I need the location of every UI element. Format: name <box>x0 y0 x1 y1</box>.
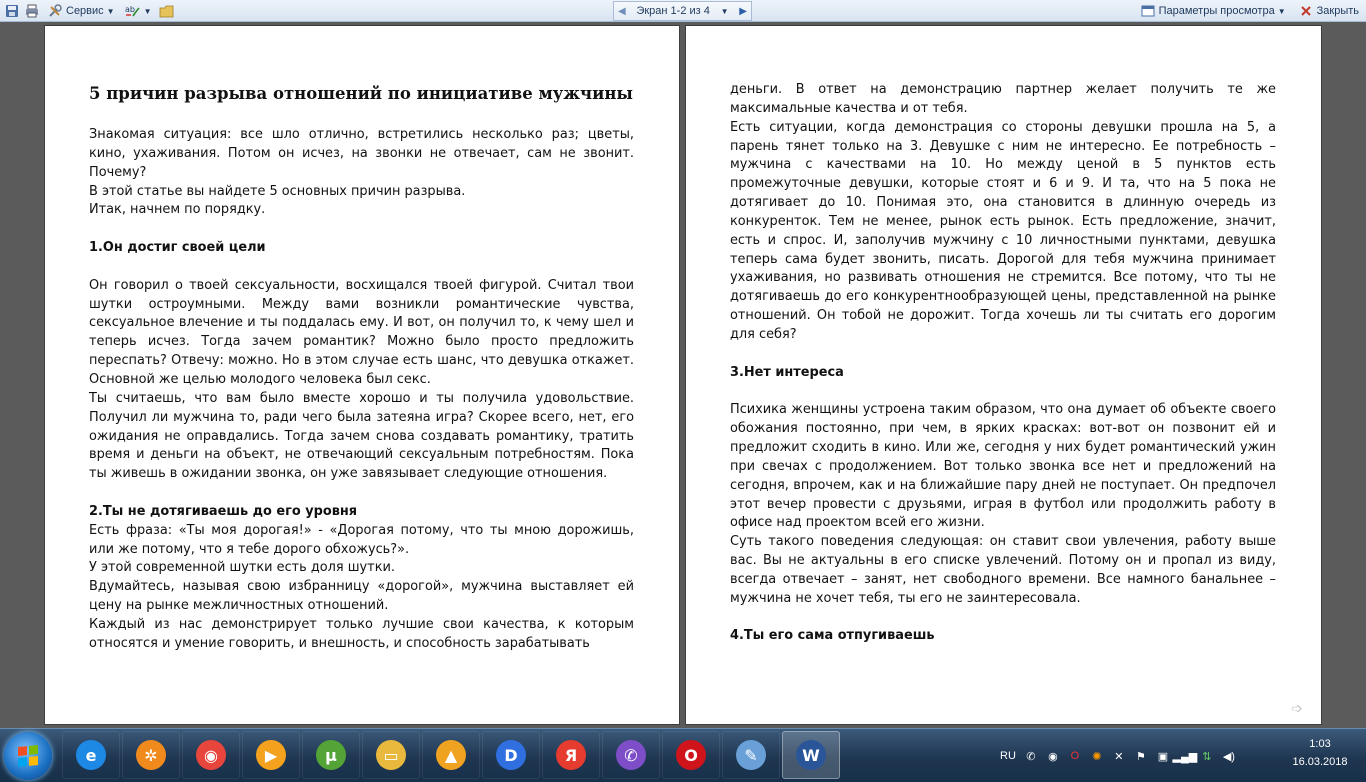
service-menu-button[interactable] <box>44 2 118 20</box>
screen-navigator <box>613 1 752 21</box>
spelling-icon <box>125 3 141 19</box>
section-heading: 3.Нет интереса <box>730 364 844 380</box>
paragraph: У этой современной шутки есть доля шутки. <box>89 560 395 576</box>
volume-icon[interactable]: ◀) <box>1222 750 1235 763</box>
section-heading: 2.Ты не дотягиваешь до его уровня <box>89 503 358 519</box>
taskbar <box>0 728 1366 782</box>
clock-date: 16.03.2018 <box>1292 756 1348 768</box>
taskbar-app-ie[interactable] <box>62 731 120 779</box>
taskbar-app-word[interactable] <box>782 731 840 779</box>
device-icon[interactable]: ▣ <box>1157 750 1169 763</box>
paragraph: Он говорил о твоей сексуальности, восхищался твоей фигурой. Считал твои шутки остроумными. Между вами возникли романтические чувства, сексуальное влечение и ты поддалась ему. И вот, он получил то, к чему шел и теперь исчез. Тогда зачем романтик? Можно было просто предложить переспать? Отвечу: можно. Но в этом случае есть шанс, что девушка откажет. Основной же целью молодого человека был секс. <box>89 277 634 387</box>
paragraph: Ты считаешь, что вам было вместе хорошо и ты получила удовольствие. Получил ли мужчина то, ради чего была затеяна игра? Скорее всего, нет, его ожидания не оправдались. Тогда зачем снова создавать романтику, тратить время и деньги на объект, не отвечающий сексуальным потребностям. Пока ты живешь в ожидании звонка, он уже завязывает следующие отношения. <box>89 390 634 482</box>
document-title: 5 причин разрыва отношений по инициативе мужчины <box>89 84 633 103</box>
avast-tray-icon[interactable]: ✺ <box>1092 750 1102 763</box>
viber-tray-icon[interactable]: ✆ <box>1026 750 1036 763</box>
speaker-muted-icon[interactable]: ✕ <box>1114 750 1124 763</box>
network-icon[interactable]: ⇅ <box>1202 750 1212 763</box>
page-right-content <box>730 81 1276 646</box>
clock-time: 1:03 <box>1309 738 1331 750</box>
paragraph: деньги. В ответ на демонстрацию партнер желает получить те же максимальные качества и от тебя. <box>730 82 1276 116</box>
blank-line <box>730 609 1276 628</box>
clock[interactable] <box>1280 735 1360 771</box>
explorer-icon: ▭ <box>376 740 406 770</box>
paragraph: В этой статье вы найдете 5 основных причин разрыва. <box>89 183 466 199</box>
next-page-arrow-icon[interactable]: ➩ <box>1291 701 1303 717</box>
taskbar-app-opera[interactable] <box>662 731 720 779</box>
taskbar-app-explorer[interactable] <box>362 731 420 779</box>
paragraph: Итак, начнем по порядку. <box>89 202 266 218</box>
paragraph: Есть ситуации, когда демонстрация со стороны девушки прошла на 5, а парень тянет только на 3. Девушке с ним не интересно. Ее потребность – мужчина с качествами на 10. Но между ценой в 5 пунктов есть промежуточные девушки, которые стоят и 6 и 9. И та, что на 5 пока не дотягивает до 10. Понимая это, она становится в длинную очередь из конкуренток. Тем не менее, рынок есть рынок. Есть предложение, значит, есть и спрос. И, заполучив мужчину с 10 личностными пунктами, девушка теперь сама будет звонить, писать. Дорогой для тебя мужчина принимает ухаживания, но развивать отношения не стремится. Все потому, что ты не дотягиваешь до его конкурентнообразующей цены, представленной на рынке отношений. Он тобой не дорожит. Тогда хочешь ли ты считать его дорогим для себя? <box>730 119 1276 342</box>
chevron-down-icon: ▼ <box>1277 6 1286 16</box>
paragraph: Суть такого поведения следующая: он ставит свои увлечения, работу выше вас. Вы не актуальны в его списке увлечений. Потому он и пропал из виду, всегда отвечает – занят, нет свободного времени. Все намного банальнее – мужчина не хочет тебя, ты его не заинтересовала. <box>730 534 1276 606</box>
taskbar-app-media-player[interactable] <box>242 731 300 779</box>
page-right <box>686 26 1321 724</box>
save-icon[interactable] <box>4 3 20 19</box>
blank-line <box>89 484 634 503</box>
yandex-icon: Я <box>556 740 586 770</box>
blank-line <box>730 345 1276 364</box>
view-options-button[interactable] <box>1137 2 1289 20</box>
close-icon <box>1298 3 1314 19</box>
paragraph: Вдумайтесь, называя свою избранницу «дорогой», мужчина выставляет ей цену на рынке межличностных отношений. <box>89 579 634 614</box>
blank-line <box>730 383 1276 402</box>
taskbar-app-daemon[interactable] <box>482 731 540 779</box>
reading-area <box>0 22 1366 728</box>
chevron-down-icon[interactable]: ▼ <box>720 6 729 16</box>
paragraph: Знакомая ситуация: все шло отлично, встретились несколько раз; цветы, кино, ухаживания. Потом он исчез, на звонки не отвечает, сам не звонит. Почему? <box>89 127 634 180</box>
blank-line <box>89 220 634 239</box>
view-options-label: Параметры просмотра <box>1158 5 1275 17</box>
taskbar-app-aimp[interactable] <box>422 731 480 779</box>
service-label: Сервис <box>66 5 104 17</box>
word-icon: W <box>796 740 826 770</box>
print-icon[interactable] <box>24 3 40 19</box>
next-screen-icon[interactable]: ▶ <box>739 5 747 17</box>
paint-icon: ✎ <box>736 740 766 770</box>
spelling-button[interactable] <box>122 2 155 20</box>
aimp-icon: ▲ <box>436 740 466 770</box>
paragraph: Каждый из нас демонстрирует только лучшие свои качества, к которым относятся и умение говорить, и внешность, и способность зарабатывать <box>89 616 634 651</box>
taskbar-app-utorrent[interactable] <box>302 731 360 779</box>
utorrent-icon: µ <box>316 740 346 770</box>
taskbar-app-yandex[interactable] <box>542 731 600 779</box>
media-player-icon: ▶ <box>256 740 286 770</box>
section-heading: 4.Ты его сама отпугиваешь <box>730 628 935 644</box>
close-button[interactable] <box>1295 2 1362 20</box>
taskbar-app-chrome[interactable] <box>182 731 240 779</box>
system-tray <box>1000 729 1236 782</box>
chevron-down-icon: ▼ <box>143 6 152 16</box>
language-indicator[interactable]: RU <box>1000 750 1016 762</box>
opera-tray-icon[interactable]: O <box>1070 750 1080 762</box>
previous-screen-icon[interactable]: ◀ <box>618 5 626 17</box>
windows-logo-icon <box>18 745 38 767</box>
screen-indicator[interactable]: Экран 1-2 из 4 <box>636 5 710 17</box>
paragraph: Психика женщины устроена таким образом, что она думает об объекте своего обожания постоянно, при чем, в ярких красках: вот-вот он позвонит ей и предложит сходить в кино. Или же, сегодня у них будет романтический ужин при свечах с продолжением. Вот только звонка все нет и предложений на сегодня, впрочем, как и на ближайшие пару дней не поступает. Он предпочел этот вечер провести с друзьями, играя в футбол или продолжить работу в офисе над проектом всей его жизни. <box>730 402 1276 531</box>
close-label: Закрыть <box>1316 5 1359 17</box>
page-left <box>45 26 679 724</box>
page-left-text <box>89 126 634 654</box>
signal-bars-icon[interactable]: ▂▄▆ <box>1172 750 1198 763</box>
toolbar-left-group <box>4 2 175 20</box>
flag-notification-icon[interactable]: ⚑ <box>1135 750 1146 763</box>
page-left-content <box>89 83 634 654</box>
svg-text:ab: ab <box>124 5 135 14</box>
taskbar-app-viber[interactable] <box>602 731 660 779</box>
chrome-tray-icon[interactable]: ◉ <box>1048 750 1058 763</box>
viber-icon: ✆ <box>616 740 646 770</box>
chevron-down-icon: ▼ <box>106 6 115 16</box>
paragraph: Есть фраза: «Ты моя дорогая!» - «Дорогая потому, что ты мною дорожишь, или же потому, что я тебе дорого обхожусь?». <box>89 522 634 557</box>
opera-icon: O <box>676 740 706 770</box>
toolbar-right-group <box>1137 2 1362 20</box>
helm-icon: ✲ <box>136 740 166 770</box>
page-right-text <box>730 81 1276 646</box>
view-options-icon <box>1140 3 1156 19</box>
blank-line <box>89 258 634 277</box>
reading-toolbar <box>0 0 1366 22</box>
section-heading: 1.Он достиг своей цели <box>89 240 266 256</box>
ie-icon: e <box>76 740 106 770</box>
start-button[interactable] <box>4 732 52 780</box>
daemon-icon: D <box>496 740 526 770</box>
folder-icon[interactable] <box>159 3 175 19</box>
chrome-icon: ◉ <box>196 740 226 770</box>
tools-icon <box>47 3 63 19</box>
taskbar-app-paint[interactable] <box>722 731 780 779</box>
taskbar-app-helm[interactable] <box>122 731 180 779</box>
taskbar-apps <box>62 731 840 779</box>
